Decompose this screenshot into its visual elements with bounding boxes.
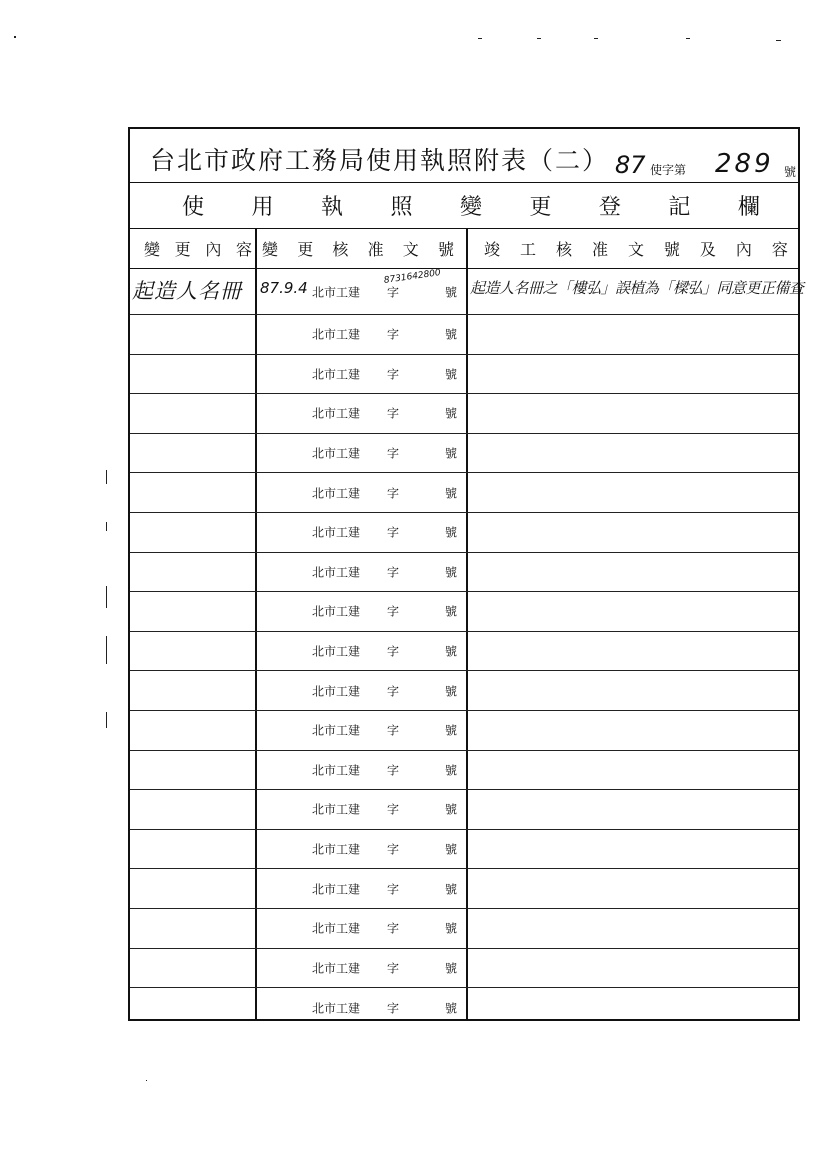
bureau-label: 北市工建 xyxy=(312,802,361,817)
completion-content-cell xyxy=(468,434,798,473)
zi-label: 字 xyxy=(387,285,400,299)
approval-number-cell xyxy=(257,513,465,552)
header-char: 內 xyxy=(735,240,752,259)
table-row xyxy=(130,909,798,949)
completion-content-cell xyxy=(468,473,798,512)
header-char: 文 xyxy=(627,240,644,259)
change-item-cell xyxy=(130,592,255,631)
scan-speck xyxy=(106,470,107,484)
handwritten-date: 87.9.4 xyxy=(260,279,308,297)
zi-label: 字 xyxy=(387,684,400,699)
completion-content-cell xyxy=(468,711,798,750)
handwritten-approval-number: 8731642800 xyxy=(383,268,442,286)
title-row xyxy=(130,129,798,183)
section-header xyxy=(130,183,798,229)
table-row xyxy=(130,315,798,355)
column-header-completion xyxy=(484,229,788,268)
section-char: 記 xyxy=(668,195,691,220)
bureau-label: 北市工建 xyxy=(312,763,361,778)
change-item-cell xyxy=(130,513,255,552)
completion-content-cell xyxy=(468,830,798,869)
table-row xyxy=(130,473,798,513)
header-char: 內 xyxy=(205,240,222,259)
table-row xyxy=(130,268,804,315)
change-item-cell xyxy=(130,830,255,869)
change-item-cell xyxy=(130,711,255,750)
header-char: 變 xyxy=(144,240,161,259)
approval-number-cell xyxy=(257,909,465,948)
hao-label: 號 xyxy=(445,684,458,699)
permit-year: 87 xyxy=(615,151,646,179)
column-header-approval-no xyxy=(262,229,454,268)
approval-number-cell xyxy=(257,434,465,473)
approval-number-cell xyxy=(257,751,465,790)
approval-number-cell xyxy=(257,315,465,354)
header-char: 准 xyxy=(591,240,608,259)
bureau-label: 北市工建 xyxy=(312,644,361,659)
scan-speck xyxy=(146,1080,147,1081)
table-row xyxy=(130,751,798,791)
table-row xyxy=(130,513,798,553)
hao-label: 號 xyxy=(445,644,458,659)
column-header-row xyxy=(130,229,798,269)
bureau-label: 北市工建 xyxy=(312,961,361,976)
zi-label: 字 xyxy=(387,525,400,540)
zi-label: 字 xyxy=(387,406,400,421)
bureau-label: 北市工建 xyxy=(312,842,361,857)
zi-label: 字 xyxy=(387,327,400,342)
approval-number-cell xyxy=(257,671,465,710)
hao-label: 號 xyxy=(445,285,458,299)
completion-content-cell xyxy=(468,671,798,710)
zi-label: 字 xyxy=(387,921,400,936)
section-char: 照 xyxy=(390,195,413,220)
table-row xyxy=(130,355,798,395)
zi-label: 字 xyxy=(387,763,400,778)
hao-label: 號 xyxy=(445,486,458,501)
bureau-label: 北市工建 xyxy=(312,486,361,501)
change-item-cell xyxy=(130,553,255,592)
section-char: 登 xyxy=(598,195,621,220)
approval-number-cell xyxy=(257,473,465,512)
approval-number-cell xyxy=(257,355,465,394)
bureau-label: 北市工建 xyxy=(312,367,361,382)
header-char: 號 xyxy=(437,240,454,259)
scan-speck xyxy=(594,38,598,39)
header-char: 及 xyxy=(699,240,716,259)
handwritten-completion-content: 起造人名冊之「樓弘」誤植為「樑弘」同意更正備查 xyxy=(470,279,804,297)
zi-label: 字 xyxy=(387,842,400,857)
table-row xyxy=(130,949,798,989)
header-char: 容 xyxy=(235,240,252,259)
completion-content-cell xyxy=(468,869,798,908)
zi-label: 字 xyxy=(387,802,400,817)
header-char: 變 xyxy=(262,240,279,259)
change-item-cell xyxy=(130,909,255,948)
zi-label: 字 xyxy=(387,565,400,580)
scan-speck xyxy=(106,712,107,728)
hao-label: 號 xyxy=(445,604,458,619)
hao-label: 號 xyxy=(445,842,458,857)
header-char: 文 xyxy=(402,240,419,259)
zi-label: 字 xyxy=(387,1001,400,1016)
table-row xyxy=(130,671,798,711)
completion-content-cell xyxy=(468,513,798,552)
approval-number-cell xyxy=(257,394,465,433)
table-row xyxy=(130,632,798,672)
scan-speck xyxy=(106,586,107,608)
hao-label: 號 xyxy=(445,1001,458,1016)
completion-content-cell xyxy=(468,909,798,948)
completion-content-cell xyxy=(468,592,798,631)
scan-speck xyxy=(478,38,482,39)
completion-content-cell xyxy=(468,394,798,433)
zi-label: 字 xyxy=(387,961,400,976)
change-item-cell xyxy=(130,632,255,671)
header-char: 更 xyxy=(174,240,191,259)
handwritten-change-item: 起造人名冊 xyxy=(132,279,242,303)
bureau-label: 北市工建 xyxy=(312,1001,361,1016)
zi-label: 字 xyxy=(387,604,400,619)
hao-label: 號 xyxy=(445,565,458,580)
table-row xyxy=(130,790,798,830)
approval-number-cell xyxy=(257,553,465,592)
change-item-cell xyxy=(130,473,255,512)
completion-content-cell xyxy=(468,269,804,314)
change-item-cell xyxy=(130,988,255,1028)
change-item-cell xyxy=(130,869,255,908)
hao-label: 號 xyxy=(445,406,458,421)
completion-content-cell xyxy=(468,553,798,592)
change-item-cell xyxy=(130,751,255,790)
scan-speck xyxy=(686,38,690,39)
change-item-cell xyxy=(130,355,255,394)
change-item-cell xyxy=(130,269,255,314)
hao-label: 號 xyxy=(445,446,458,461)
permit-number: 289 xyxy=(715,149,774,179)
completion-content-cell xyxy=(468,315,798,354)
form-title: 台北市政府工務局使用執照附表（二） xyxy=(150,146,610,175)
scan-speck xyxy=(106,636,107,664)
scan-speck xyxy=(537,38,541,39)
header-char: 容 xyxy=(771,240,788,259)
change-item-cell xyxy=(130,790,255,829)
section-char: 執 xyxy=(320,195,343,220)
header-char: 核 xyxy=(555,240,572,259)
completion-content-cell xyxy=(468,632,798,671)
hao-label: 號 xyxy=(445,327,458,342)
completion-content-cell xyxy=(468,355,798,394)
completion-content-cell xyxy=(468,988,798,1028)
zi-label: 字 xyxy=(387,367,400,382)
bureau-label: 北市工建 xyxy=(312,921,361,936)
approval-number-cell xyxy=(257,869,465,908)
scan-speck xyxy=(776,40,781,41)
hao-label: 號 xyxy=(445,525,458,540)
header-char: 准 xyxy=(367,240,384,259)
approval-number-cell xyxy=(257,632,465,671)
approval-number-cell xyxy=(257,830,465,869)
header-char: 核 xyxy=(332,240,349,259)
bureau-label: 北市工建 xyxy=(312,565,361,580)
hao-label: 號 xyxy=(445,763,458,778)
zi-label: 字 xyxy=(387,882,400,897)
change-item-cell xyxy=(130,434,255,473)
section-char: 變 xyxy=(459,195,482,220)
bureau-label: 北市工建 xyxy=(312,327,361,342)
completion-content-cell xyxy=(468,790,798,829)
approval-number-cell xyxy=(257,711,465,750)
header-char: 更 xyxy=(297,240,314,259)
table-row xyxy=(130,394,798,434)
change-item-cell xyxy=(130,315,255,354)
permit-suffix: 號 xyxy=(784,165,797,179)
bureau-label: 北市工建 xyxy=(312,406,361,421)
bureau-label: 北市工建 xyxy=(312,285,361,299)
change-item-cell xyxy=(130,394,255,433)
table-row xyxy=(130,553,798,593)
hao-label: 號 xyxy=(445,921,458,936)
scan-speck xyxy=(14,36,16,38)
change-item-cell xyxy=(130,949,255,988)
completion-content-cell xyxy=(468,949,798,988)
section-char: 更 xyxy=(529,195,552,220)
bureau-label: 北市工建 xyxy=(312,525,361,540)
table-row xyxy=(130,434,798,474)
section-char: 使 xyxy=(182,195,205,220)
section-char: 用 xyxy=(251,195,274,220)
table-row xyxy=(130,830,798,870)
approval-number-cell xyxy=(257,988,465,1028)
completion-content-cell xyxy=(468,751,798,790)
permit-attachment-form xyxy=(128,127,804,1021)
column-header-change-item xyxy=(144,229,252,268)
zi-label: 字 xyxy=(387,446,400,461)
header-char: 號 xyxy=(663,240,680,259)
bureau-label: 北市工建 xyxy=(312,446,361,461)
hao-label: 號 xyxy=(445,367,458,382)
approval-number-cell xyxy=(257,949,465,988)
hao-label: 號 xyxy=(445,961,458,976)
permit-prefix: 使字第 xyxy=(650,163,687,177)
hao-label: 號 xyxy=(445,802,458,817)
hao-label: 號 xyxy=(445,882,458,897)
section-char: 欄 xyxy=(737,195,760,220)
zi-label: 字 xyxy=(387,644,400,659)
hao-label: 號 xyxy=(445,723,458,738)
bureau-label: 北市工建 xyxy=(312,684,361,699)
zi-label: 字 xyxy=(387,723,400,738)
bureau-label: 北市工建 xyxy=(312,604,361,619)
zi-label: 字 xyxy=(387,486,400,501)
bureau-label: 北市工建 xyxy=(312,723,361,738)
header-char: 竣 xyxy=(484,240,501,259)
approval-number-cell xyxy=(257,269,465,314)
change-item-cell xyxy=(130,671,255,710)
table-row xyxy=(130,711,798,751)
header-char: 工 xyxy=(519,240,536,259)
approval-number-cell xyxy=(257,592,465,631)
bureau-label: 北市工建 xyxy=(312,882,361,897)
approval-number-cell xyxy=(257,790,465,829)
table-row xyxy=(130,592,798,632)
scan-speck xyxy=(106,522,107,531)
table-row xyxy=(130,988,798,1028)
table-row xyxy=(130,869,798,909)
